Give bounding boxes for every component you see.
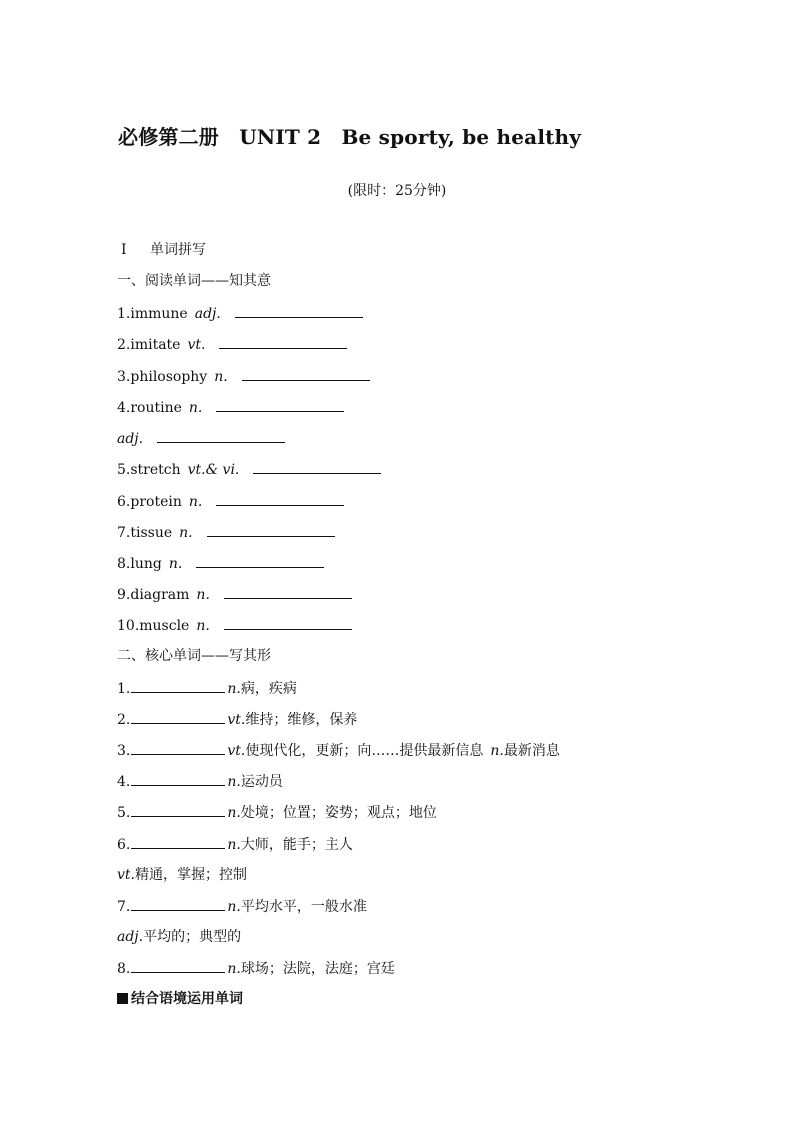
- vocab-word: 7.tissue: [117, 525, 173, 541]
- part-of-speech: n.: [227, 961, 241, 977]
- vocab-item: [117, 584, 352, 604]
- item-number: 7.: [117, 899, 131, 915]
- part-of-speech: n.: [196, 618, 210, 634]
- part-of-speech: n.: [227, 837, 241, 853]
- vocab-word: 9.diagram: [117, 587, 190, 603]
- vocab-word: 4.routine: [117, 400, 182, 416]
- answer-blank[interactable]: [216, 397, 344, 412]
- answer-blank[interactable]: [235, 303, 363, 318]
- meaning: 球场；法院，法庭；宫廷: [240, 961, 395, 977]
- vocab-item: [117, 334, 347, 354]
- answer-blank[interactable]: [219, 334, 347, 349]
- item-number: 1.: [117, 681, 131, 697]
- answer-blank[interactable]: [242, 366, 370, 381]
- vocab-word: 5.stretch: [117, 462, 181, 478]
- answer-blank[interactable]: [224, 615, 352, 630]
- vocab-item: [117, 397, 344, 417]
- section-numeral: Ⅰ: [121, 242, 127, 258]
- meaning: 精通，掌握；控制: [135, 867, 247, 883]
- part-of-speech: n.: [227, 805, 241, 821]
- page-title: 必修第二册 UNIT 2 Be sporty, be healthy: [118, 125, 582, 149]
- item-number: 8.: [117, 961, 131, 977]
- vocab-word: 1.immune: [117, 306, 188, 322]
- answer-blank[interactable]: [131, 771, 225, 786]
- vocab-item: [117, 522, 335, 542]
- answer-blank[interactable]: [196, 553, 324, 568]
- part-of-speech: vt.: [187, 337, 206, 353]
- meaning: 平均的；典型的: [143, 929, 242, 945]
- part-of-speech: n.: [227, 899, 241, 915]
- core-item: [117, 834, 353, 854]
- part-of-speech: vt.: [117, 867, 135, 883]
- answer-blank[interactable]: [253, 459, 381, 474]
- vocab-word: 10.muscle: [117, 618, 190, 634]
- part-of-speech: n.: [196, 587, 210, 603]
- part-of-speech: vt.& vi.: [187, 462, 240, 478]
- meaning: 运动员: [240, 774, 283, 790]
- item-number: 5.: [117, 805, 131, 821]
- item-number: 3.: [117, 743, 131, 759]
- part-of-speech: n.: [179, 525, 193, 541]
- core-item: [117, 771, 283, 791]
- item-number: 2.: [117, 712, 131, 728]
- answer-blank[interactable]: [131, 958, 225, 973]
- core-item: [117, 927, 241, 947]
- section-heading: [117, 240, 206, 260]
- vocab-item: [117, 428, 285, 448]
- meaning: 病，疾病: [240, 681, 297, 697]
- answer-blank[interactable]: [131, 834, 225, 849]
- part-of-speech: n.: [227, 681, 241, 697]
- answer-blank[interactable]: [131, 802, 225, 817]
- meaning: 使现代化，更新；向……提供最新信息: [245, 743, 484, 759]
- core-item: [117, 740, 560, 760]
- answer-blank[interactable]: [207, 522, 335, 537]
- core-item: [117, 958, 395, 978]
- vocab-word: 8.lung: [117, 556, 162, 572]
- square-bullet-icon: [117, 993, 128, 1004]
- answer-blank[interactable]: [224, 584, 352, 599]
- part-of-speech: vt.: [227, 743, 246, 759]
- meaning: 大师，能手；主人: [240, 837, 353, 853]
- part2-heading: 二、核心单词——写其形: [117, 648, 271, 664]
- part-of-speech: n.: [214, 369, 228, 385]
- part-of-speech: n.: [227, 774, 241, 790]
- vocab-item: [117, 366, 370, 386]
- answer-blank[interactable]: [131, 740, 225, 755]
- answer-blank[interactable]: [131, 709, 225, 724]
- vocab-item: [117, 459, 381, 479]
- part-of-speech: n.: [188, 400, 203, 416]
- vocab-item: [117, 615, 352, 635]
- answer-blank[interactable]: [131, 678, 225, 693]
- answer-blank[interactable]: [131, 896, 225, 911]
- core-item: [117, 709, 357, 729]
- part-of-speech: adj.: [117, 431, 144, 447]
- meaning-2: 最新消息: [503, 743, 560, 759]
- meaning: 维持；维修，保养: [245, 712, 358, 728]
- part-of-speech-2: n.: [490, 743, 504, 759]
- part-of-speech: vt.: [227, 712, 246, 728]
- item-number: 4.: [117, 774, 131, 790]
- part-of-speech: adj.: [117, 929, 144, 945]
- core-item: [117, 896, 367, 916]
- part-of-speech: adj.: [194, 306, 221, 322]
- core-item: [117, 802, 437, 822]
- vocab-word: 3.philosophy: [117, 369, 208, 385]
- part1-heading: 一、阅读单词——知其意: [117, 273, 271, 289]
- section-title: 单词拼写: [150, 242, 206, 258]
- item-number: 6.: [117, 837, 131, 853]
- part-of-speech: n.: [188, 494, 203, 510]
- time-limit: (限时：25分钟): [347, 183, 447, 199]
- core-item: [117, 865, 247, 885]
- vocab-item: [117, 491, 344, 511]
- answer-blank[interactable]: [216, 491, 344, 506]
- vocab-item: [117, 303, 363, 323]
- vocab-word: 6.protein: [117, 494, 182, 510]
- meaning: 处境；位置；姿势；观点；地位: [240, 805, 437, 821]
- vocab-word: 2.imitate: [117, 337, 181, 353]
- part-of-speech: n.: [168, 556, 183, 572]
- meaning: 平均水平，一般水准: [240, 899, 367, 915]
- core-item: [117, 678, 297, 698]
- answer-blank[interactable]: [157, 428, 285, 443]
- context-heading: [117, 989, 243, 1009]
- vocab-item: [117, 553, 324, 573]
- context-title: 结合语境运用单词: [131, 991, 243, 1007]
